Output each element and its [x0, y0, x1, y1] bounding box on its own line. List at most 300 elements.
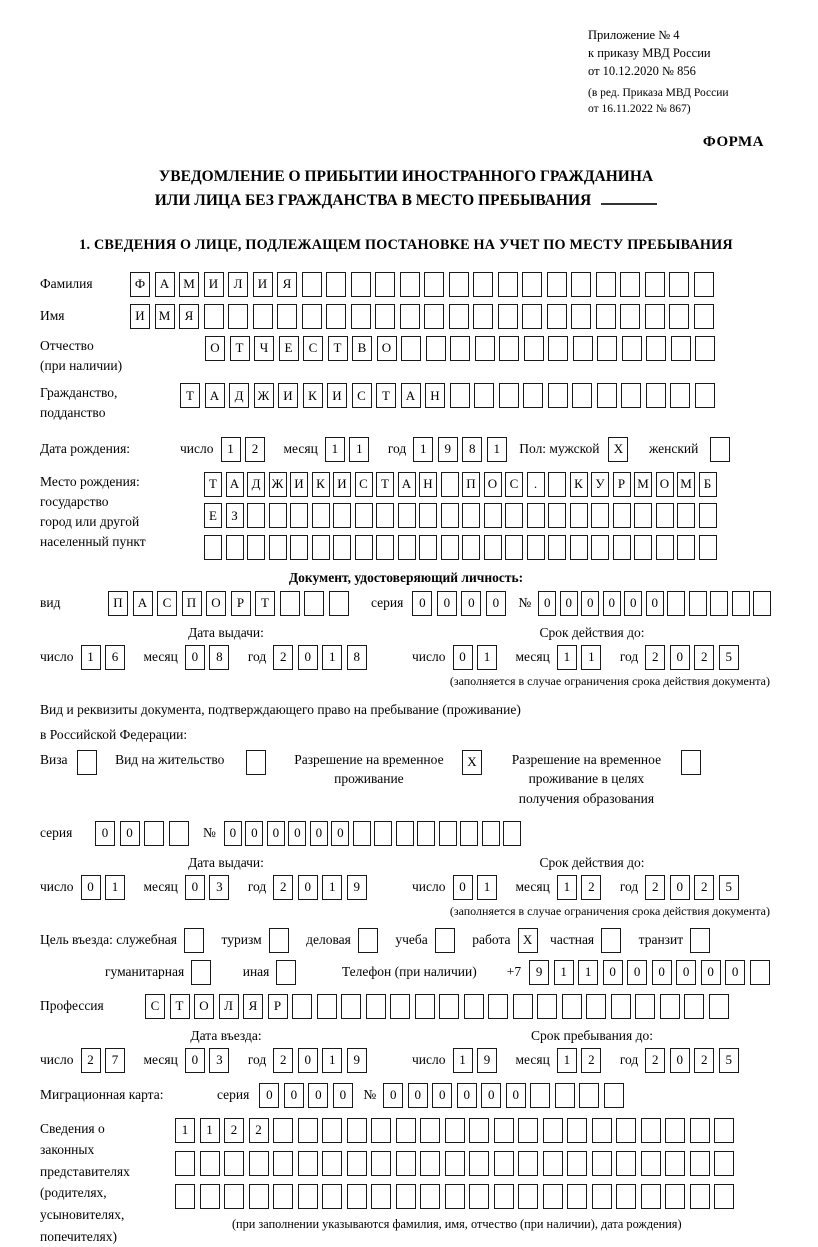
char-cell[interactable]: А	[226, 472, 244, 497]
char-cell[interactable]: 0	[245, 821, 263, 846]
char-cell[interactable]	[634, 503, 652, 528]
char-cell[interactable]: 0	[288, 821, 306, 846]
char-cell[interactable]: К	[570, 472, 588, 497]
char-cell[interactable]	[144, 821, 164, 846]
char-cell[interactable]	[396, 821, 414, 846]
char-cell[interactable]: 0	[624, 591, 642, 616]
char-cell[interactable]	[333, 535, 351, 560]
char-cell[interactable]	[224, 1184, 244, 1209]
char-cell[interactable]	[445, 1184, 465, 1209]
char-cell[interactable]	[522, 272, 542, 297]
char-cell[interactable]: 1	[322, 1048, 342, 1073]
char-cell[interactable]	[290, 535, 308, 560]
char-cell[interactable]: 2	[694, 1048, 714, 1073]
char-cell[interactable]	[247, 503, 265, 528]
char-cell[interactable]	[641, 1151, 661, 1176]
char-cell[interactable]	[570, 535, 588, 560]
char-cell[interactable]	[494, 1118, 514, 1143]
char-cell[interactable]	[695, 383, 715, 408]
char-cell[interactable]	[175, 1151, 195, 1176]
char-cell[interactable]	[290, 503, 308, 528]
char-cell[interactable]: 1	[554, 960, 574, 985]
char-cell[interactable]	[347, 1151, 367, 1176]
char-cell[interactable]: 9	[438, 437, 458, 462]
char-cell[interactable]	[484, 503, 502, 528]
char-cell[interactable]: Т	[180, 383, 200, 408]
char-cell[interactable]: 2	[273, 1048, 293, 1073]
char-cell[interactable]	[462, 503, 480, 528]
char-cell[interactable]: 9	[347, 875, 367, 900]
char-cell[interactable]: Е	[204, 503, 222, 528]
char-cell[interactable]	[669, 272, 689, 297]
char-cell[interactable]: 0	[701, 960, 721, 985]
char-cell[interactable]	[376, 535, 394, 560]
char-cell[interactable]	[645, 304, 665, 329]
char-cell[interactable]	[184, 928, 204, 953]
char-cell[interactable]	[634, 535, 652, 560]
char-cell[interactable]	[567, 1184, 587, 1209]
char-cell[interactable]	[571, 272, 591, 297]
char-cell[interactable]	[548, 472, 566, 497]
char-cell[interactable]: Я	[179, 304, 199, 329]
char-cell[interactable]	[695, 336, 715, 361]
char-cell[interactable]	[646, 336, 666, 361]
char-cell[interactable]: 1	[578, 960, 598, 985]
char-cell[interactable]: 0	[284, 1083, 304, 1108]
char-cell[interactable]: 0	[453, 645, 473, 670]
char-cell[interactable]	[635, 994, 655, 1019]
char-cell[interactable]	[669, 304, 689, 329]
char-cell[interactable]	[671, 336, 691, 361]
char-cell[interactable]: 0	[298, 875, 318, 900]
char-cell[interactable]	[200, 1151, 220, 1176]
char-cell[interactable]	[398, 503, 416, 528]
char-cell[interactable]: 0	[457, 1083, 477, 1108]
char-cell[interactable]: 0	[725, 960, 745, 985]
char-cell[interactable]	[596, 272, 616, 297]
char-cell[interactable]	[494, 1151, 514, 1176]
char-cell[interactable]: 0	[185, 875, 205, 900]
char-cell[interactable]: О	[377, 336, 397, 361]
char-cell[interactable]	[191, 960, 211, 985]
char-cell[interactable]	[420, 1118, 440, 1143]
char-cell[interactable]	[396, 1118, 416, 1143]
char-cell[interactable]: Б	[699, 472, 717, 497]
char-cell[interactable]: И	[253, 272, 273, 297]
char-cell[interactable]: 0	[538, 591, 556, 616]
char-cell[interactable]: 0	[453, 875, 473, 900]
char-cell[interactable]	[660, 994, 680, 1019]
char-cell[interactable]: О	[205, 336, 225, 361]
char-cell[interactable]	[548, 535, 566, 560]
char-cell[interactable]	[567, 1118, 587, 1143]
char-cell[interactable]	[351, 272, 371, 297]
char-cell[interactable]	[415, 994, 435, 1019]
char-cell[interactable]: С	[145, 994, 165, 1019]
char-cell[interactable]	[503, 821, 521, 846]
char-cell[interactable]	[298, 1151, 318, 1176]
char-cell[interactable]	[355, 535, 373, 560]
char-cell[interactable]	[371, 1118, 391, 1143]
char-cell[interactable]: Е	[279, 336, 299, 361]
char-cell[interactable]: 1	[453, 1048, 473, 1073]
char-cell[interactable]: Ч	[254, 336, 274, 361]
char-cell[interactable]: 2	[81, 1048, 101, 1073]
char-cell[interactable]	[690, 1151, 710, 1176]
char-cell[interactable]	[694, 304, 714, 329]
char-cell[interactable]	[592, 1151, 612, 1176]
char-cell[interactable]	[592, 1118, 612, 1143]
char-cell[interactable]	[269, 928, 289, 953]
char-cell[interactable]: Я	[277, 272, 297, 297]
char-cell[interactable]: 7	[105, 1048, 125, 1073]
char-cell[interactable]: 2	[224, 1118, 244, 1143]
char-cell[interactable]	[353, 821, 371, 846]
char-cell[interactable]: 0	[412, 591, 432, 616]
char-cell[interactable]: Р	[268, 994, 288, 1019]
char-cell[interactable]	[445, 1118, 465, 1143]
char-cell[interactable]	[441, 535, 459, 560]
char-cell[interactable]: 1	[175, 1118, 195, 1143]
char-cell[interactable]	[699, 503, 717, 528]
char-cell[interactable]	[450, 383, 470, 408]
char-cell[interactable]	[341, 994, 361, 1019]
char-cell[interactable]: 1	[349, 437, 369, 462]
char-cell[interactable]	[555, 1083, 575, 1108]
char-cell[interactable]	[572, 383, 592, 408]
char-cell[interactable]	[376, 503, 394, 528]
char-cell[interactable]	[473, 304, 493, 329]
char-cell[interactable]	[469, 1151, 489, 1176]
char-cell[interactable]	[396, 1184, 416, 1209]
char-cell[interactable]	[302, 272, 322, 297]
char-cell[interactable]	[441, 503, 459, 528]
char-cell[interactable]: 1	[557, 875, 577, 900]
char-cell[interactable]	[522, 304, 542, 329]
char-cell[interactable]: 5	[719, 645, 739, 670]
char-cell[interactable]	[620, 304, 640, 329]
char-cell[interactable]	[246, 750, 266, 775]
char-cell[interactable]	[464, 994, 484, 1019]
char-cell[interactable]	[601, 928, 621, 953]
char-cell[interactable]: 0	[670, 875, 690, 900]
char-cell[interactable]: О	[194, 994, 214, 1019]
char-cell[interactable]	[597, 336, 617, 361]
char-cell[interactable]	[347, 1118, 367, 1143]
char-cell[interactable]: 0	[627, 960, 647, 985]
char-cell[interactable]	[426, 336, 446, 361]
char-cell[interactable]: Д	[229, 383, 249, 408]
char-cell[interactable]	[298, 1118, 318, 1143]
char-cell[interactable]: 1	[322, 645, 342, 670]
char-cell[interactable]	[322, 1151, 342, 1176]
char-cell[interactable]	[505, 503, 523, 528]
char-cell[interactable]: Л	[219, 994, 239, 1019]
char-cell[interactable]: 6	[105, 645, 125, 670]
char-cell[interactable]: 0	[310, 821, 328, 846]
char-cell[interactable]: 0	[670, 645, 690, 670]
char-cell[interactable]	[732, 591, 750, 616]
char-cell[interactable]: 0	[506, 1083, 526, 1108]
char-cell[interactable]	[548, 383, 568, 408]
char-cell[interactable]	[462, 535, 480, 560]
char-cell[interactable]: О	[484, 472, 502, 497]
char-cell[interactable]	[371, 1184, 391, 1209]
char-cell[interactable]	[390, 994, 410, 1019]
char-cell[interactable]: З	[226, 503, 244, 528]
char-cell[interactable]	[326, 272, 346, 297]
char-cell[interactable]: 0	[308, 1083, 328, 1108]
char-cell[interactable]	[224, 1151, 244, 1176]
char-cell[interactable]: 3	[209, 875, 229, 900]
char-cell[interactable]	[611, 994, 631, 1019]
char-cell[interactable]	[641, 1118, 661, 1143]
char-cell[interactable]	[435, 928, 455, 953]
char-cell[interactable]: С	[352, 383, 372, 408]
char-cell[interactable]: К	[303, 383, 323, 408]
char-cell[interactable]	[469, 1118, 489, 1143]
char-cell[interactable]	[228, 304, 248, 329]
char-cell[interactable]	[400, 304, 420, 329]
char-cell[interactable]: 0	[224, 821, 242, 846]
char-cell[interactable]	[646, 383, 666, 408]
char-cell[interactable]	[699, 535, 717, 560]
char-cell[interactable]	[326, 304, 346, 329]
char-cell[interactable]	[417, 821, 435, 846]
char-cell[interactable]	[469, 1184, 489, 1209]
char-cell[interactable]: 0	[481, 1083, 501, 1108]
char-cell[interactable]	[366, 994, 386, 1019]
char-cell[interactable]: 2	[581, 1048, 601, 1073]
char-cell[interactable]: 2	[273, 645, 293, 670]
char-cell[interactable]: 0	[185, 645, 205, 670]
char-cell[interactable]	[253, 304, 273, 329]
char-cell[interactable]: Н	[425, 383, 445, 408]
char-cell[interactable]: О	[206, 591, 226, 616]
char-cell[interactable]: 0	[581, 591, 599, 616]
char-cell[interactable]: 0	[486, 591, 506, 616]
char-cell[interactable]: А	[401, 383, 421, 408]
char-cell[interactable]	[620, 272, 640, 297]
char-cell[interactable]: С	[355, 472, 373, 497]
char-cell[interactable]: И	[333, 472, 351, 497]
char-cell[interactable]: X	[608, 437, 628, 462]
char-cell[interactable]: 5	[719, 875, 739, 900]
char-cell[interactable]: А	[155, 272, 175, 297]
char-cell[interactable]: Л	[228, 272, 248, 297]
char-cell[interactable]	[548, 336, 568, 361]
char-cell[interactable]	[665, 1118, 685, 1143]
char-cell[interactable]: Р	[231, 591, 251, 616]
char-cell[interactable]	[375, 304, 395, 329]
char-cell[interactable]: Т	[376, 383, 396, 408]
char-cell[interactable]: 0	[267, 821, 285, 846]
char-cell[interactable]: 2	[645, 875, 665, 900]
char-cell[interactable]	[547, 304, 567, 329]
char-cell[interactable]: И	[204, 272, 224, 297]
char-cell[interactable]: С	[303, 336, 323, 361]
char-cell[interactable]	[400, 272, 420, 297]
char-cell[interactable]	[439, 994, 459, 1019]
char-cell[interactable]: X	[462, 750, 482, 775]
char-cell[interactable]: М	[179, 272, 199, 297]
char-cell[interactable]	[591, 535, 609, 560]
char-cell[interactable]	[616, 1151, 636, 1176]
char-cell[interactable]	[597, 383, 617, 408]
char-cell[interactable]	[200, 1184, 220, 1209]
char-cell[interactable]	[613, 535, 631, 560]
char-cell[interactable]: 1	[581, 645, 601, 670]
char-cell[interactable]	[714, 1151, 734, 1176]
char-cell[interactable]: К	[312, 472, 330, 497]
char-cell[interactable]: 9	[529, 960, 549, 985]
char-cell[interactable]	[562, 994, 582, 1019]
char-cell[interactable]	[333, 503, 351, 528]
char-cell[interactable]: 0	[408, 1083, 428, 1108]
char-cell[interactable]: С	[505, 472, 523, 497]
char-cell[interactable]	[518, 1151, 538, 1176]
char-cell[interactable]	[322, 1184, 342, 1209]
char-cell[interactable]: И	[327, 383, 347, 408]
char-cell[interactable]	[474, 383, 494, 408]
char-cell[interactable]	[591, 503, 609, 528]
char-cell[interactable]	[750, 960, 770, 985]
char-cell[interactable]	[670, 383, 690, 408]
char-cell[interactable]	[175, 1184, 195, 1209]
char-cell[interactable]	[401, 336, 421, 361]
char-cell[interactable]: 0	[120, 821, 140, 846]
char-cell[interactable]: 0	[331, 821, 349, 846]
char-cell[interactable]	[518, 1118, 538, 1143]
char-cell[interactable]	[710, 437, 730, 462]
char-cell[interactable]: П	[182, 591, 202, 616]
char-cell[interactable]: 8	[209, 645, 229, 670]
char-cell[interactable]: А	[398, 472, 416, 497]
char-cell[interactable]: Я	[243, 994, 263, 1019]
char-cell[interactable]	[226, 535, 244, 560]
char-cell[interactable]	[322, 1118, 342, 1143]
char-cell[interactable]: В	[352, 336, 372, 361]
char-cell[interactable]	[656, 503, 674, 528]
char-cell[interactable]	[420, 1151, 440, 1176]
char-cell[interactable]	[690, 1118, 710, 1143]
char-cell[interactable]	[604, 1083, 624, 1108]
char-cell[interactable]: 2	[273, 875, 293, 900]
char-cell[interactable]: 1	[105, 875, 125, 900]
char-cell[interactable]	[484, 535, 502, 560]
char-cell[interactable]	[482, 821, 500, 846]
char-cell[interactable]: 0	[298, 645, 318, 670]
char-cell[interactable]	[694, 272, 714, 297]
char-cell[interactable]	[622, 336, 642, 361]
char-cell[interactable]	[396, 1151, 416, 1176]
char-cell[interactable]	[488, 994, 508, 1019]
char-cell[interactable]: 1	[81, 645, 101, 670]
char-cell[interactable]: П	[108, 591, 128, 616]
char-cell[interactable]: Р	[613, 472, 631, 497]
char-cell[interactable]: Т	[328, 336, 348, 361]
char-cell[interactable]: 2	[645, 645, 665, 670]
char-cell[interactable]: 9	[347, 1048, 367, 1073]
char-cell[interactable]	[665, 1151, 685, 1176]
char-cell[interactable]	[621, 383, 641, 408]
char-cell[interactable]	[312, 535, 330, 560]
char-cell[interactable]	[249, 1151, 269, 1176]
char-cell[interactable]	[616, 1118, 636, 1143]
char-cell[interactable]	[494, 1184, 514, 1209]
char-cell[interactable]: 2	[245, 437, 265, 462]
char-cell[interactable]: 0	[333, 1083, 353, 1108]
char-cell[interactable]	[709, 994, 729, 1019]
char-cell[interactable]: 0	[603, 960, 623, 985]
char-cell[interactable]: М	[677, 472, 695, 497]
char-cell[interactable]	[667, 591, 685, 616]
char-cell[interactable]	[420, 1184, 440, 1209]
char-cell[interactable]: 2	[581, 875, 601, 900]
char-cell[interactable]: 0	[259, 1083, 279, 1108]
char-cell[interactable]: С	[157, 591, 177, 616]
char-cell[interactable]	[690, 928, 710, 953]
char-cell[interactable]: 1	[477, 875, 497, 900]
char-cell[interactable]	[677, 535, 695, 560]
char-cell[interactable]: Ж	[269, 472, 287, 497]
char-cell[interactable]	[273, 1184, 293, 1209]
char-cell[interactable]: И	[130, 304, 150, 329]
char-cell[interactable]: 5	[719, 1048, 739, 1073]
char-cell[interactable]	[547, 272, 567, 297]
char-cell[interactable]	[351, 304, 371, 329]
char-cell[interactable]: X	[518, 928, 538, 953]
char-cell[interactable]: М	[634, 472, 652, 497]
char-cell[interactable]	[449, 304, 469, 329]
char-cell[interactable]	[710, 591, 728, 616]
char-cell[interactable]	[249, 1184, 269, 1209]
char-cell[interactable]: 2	[694, 645, 714, 670]
char-cell[interactable]: Ж	[254, 383, 274, 408]
char-cell[interactable]: И	[290, 472, 308, 497]
char-cell[interactable]	[277, 304, 297, 329]
char-cell[interactable]	[579, 1083, 599, 1108]
char-cell[interactable]	[571, 304, 591, 329]
char-cell[interactable]: 1	[322, 875, 342, 900]
char-cell[interactable]	[656, 535, 674, 560]
char-cell[interactable]	[665, 1184, 685, 1209]
char-cell[interactable]	[567, 1151, 587, 1176]
char-cell[interactable]: 0	[298, 1048, 318, 1073]
char-cell[interactable]: Ф	[130, 272, 150, 297]
char-cell[interactable]	[302, 304, 322, 329]
char-cell[interactable]	[537, 994, 557, 1019]
char-cell[interactable]	[419, 503, 437, 528]
char-cell[interactable]: 9	[477, 1048, 497, 1073]
char-cell[interactable]: 0	[383, 1083, 403, 1108]
char-cell[interactable]	[273, 1151, 293, 1176]
char-cell[interactable]: У	[591, 472, 609, 497]
char-cell[interactable]	[616, 1184, 636, 1209]
char-cell[interactable]	[530, 1083, 550, 1108]
char-cell[interactable]: 2	[694, 875, 714, 900]
char-cell[interactable]: 0	[185, 1048, 205, 1073]
char-cell[interactable]	[355, 503, 373, 528]
char-cell[interactable]	[613, 503, 631, 528]
char-cell[interactable]	[596, 304, 616, 329]
char-cell[interactable]	[374, 821, 392, 846]
char-cell[interactable]	[204, 535, 222, 560]
char-cell[interactable]: П	[462, 472, 480, 497]
char-cell[interactable]	[473, 272, 493, 297]
char-cell[interactable]: М	[155, 304, 175, 329]
char-cell[interactable]	[586, 994, 606, 1019]
